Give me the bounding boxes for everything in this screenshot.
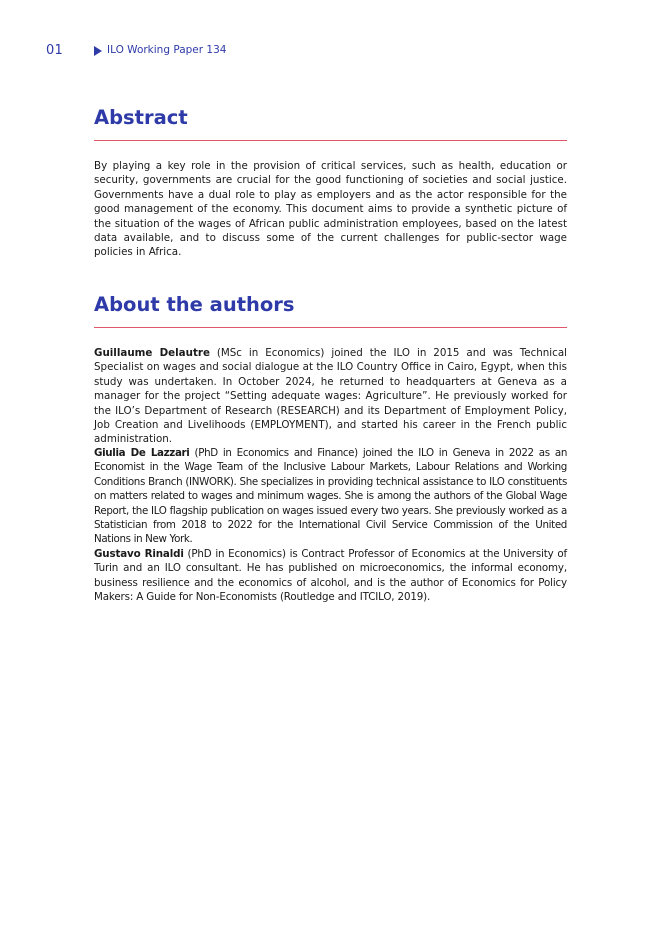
play-triangle-icon: [94, 46, 102, 56]
author-bio-text: (MSc in Economics) joined the ILO in 2015 and was Technical Specialist on wages and social dialogue at the ILO Country Office in Cairo, Egypt, when this study was undertaken. In October 2024, he returned to headquarters at Geneva as a manager for the project “Setting adequate wages: Agriculture”. He previously worked for the ILO’s Department of Research (RESEARCH) and its Department of Employment Policy, Job Creation and Livelihoods (EMPLOYMENT), and started his career in the French public administration.: [94, 347, 567, 446]
author-bio-rinaldi: [94, 547, 567, 605]
author-bio-text: (PhD in Economics) is Contract Professor of Economics at the University of Turin and an ILO consultant. He has published on microeconomics, the informal economy, business resilience and the economics of alcohol, and is the author of Economics for Policy Makers: A Guide for Non-Economists (Routledge and ITCILO, 2019).: [94, 548, 567, 604]
author-name: Giulia De Lazzari: [94, 447, 190, 459]
abstract-section: [94, 106, 567, 259]
author-name: Gustavo Rinaldi: [94, 548, 184, 560]
author-bio-delazzari: [94, 446, 567, 547]
page-number: 01: [46, 43, 63, 58]
abstract-heading: Abstract: [94, 106, 188, 129]
author-bio-delautre: [94, 346, 567, 447]
authors-heading: About the authors: [94, 293, 295, 316]
abstract-text: By playing a key role in the provision of critical services, such as health, education or security, governments are crucial for the good functioning of societies and social justice. Governments have a dual role to play as employers and as the actor responsible for the good management of the economy. This document aims to provide a synthetic picture of the situation of the wages of African public administration employees, based on the latest data available, and to discuss some of the current challenges for public-sector wage policies in Africa.: [94, 160, 567, 259]
authors-divider: [94, 327, 567, 328]
authors-section: [94, 293, 568, 604]
author-bio-text: (PhD in Economics and Finance) joined the ILO in Geneva in 2022 as an Economist in the Wage Team of the Inclusive Labour Markets, Labour Relations and Working Conditions Branch (INWORK). She specializes in providing technical assistance to ILO constituents on matters related to wages and minimum wages. She is among the authors of the Global Wage Report, the ILO flagship publication on wages issued every two years. She previously worked as a Statistician from 2018 to 2022 for the International Civil Service Commission of the United Nations in New York.: [94, 447, 568, 546]
series-title: ILO Working Paper 134: [107, 44, 227, 56]
abstract-divider: [94, 140, 567, 141]
author-name: Guillaume Delautre: [94, 347, 210, 359]
page-header: [0, 43, 662, 59]
